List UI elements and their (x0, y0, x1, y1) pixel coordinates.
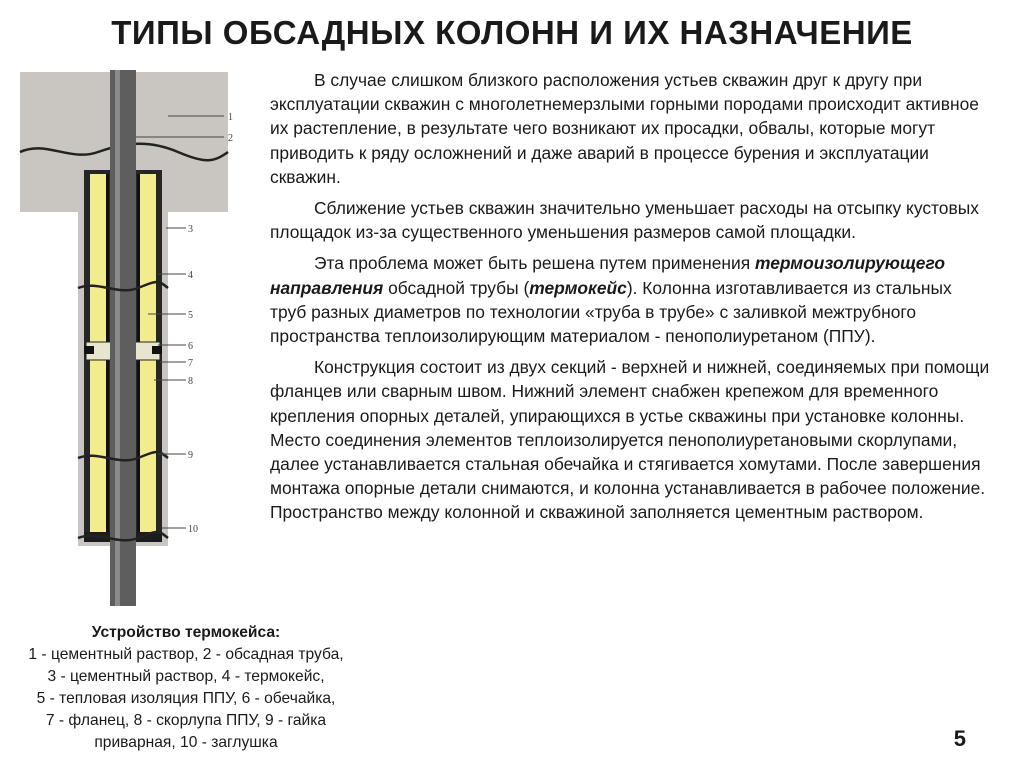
page-number: 5 (953, 726, 966, 751)
casing-pipe-highlight (115, 70, 120, 606)
casing-pipe (110, 70, 136, 606)
callout-9: 9 (188, 450, 193, 461)
callout-1: 1 (228, 112, 233, 123)
callout-4: 4 (188, 270, 193, 281)
paragraph-3-emphasis-thermocase: термокейс (529, 277, 627, 298)
paragraph-3 (270, 251, 992, 348)
caption-title: Устройство термокейса: (91, 624, 281, 641)
paragraph-3-part-e: ). Колонна изготавливается из стальных труб разных диаметров по технологии «труба в трубе» с заливкой межтрубного пространства теплоизолирующим материалом - пенополиуретаном (ППУ). (270, 277, 952, 347)
slide-title: ТИПЫ ОБСАДНЫХ КОЛОНН И ИХ НАЗНАЧЕНИЕ (111, 14, 913, 51)
callout-5: 5 (188, 310, 193, 321)
caption-line-4: 7 - фланец, 8 - скорлупа ППУ, 9 - гайка (45, 712, 327, 729)
caption-line-1: 1 - цементный раствор, 2 - обсадная труба, (28, 646, 344, 663)
paragraph-1: В случае слишком близкого расположения устьев скважин друг к другу при эксплуатации скважин с многолетнемерзлыми горными породами происходит активное их растепление, в результате чего возникают их просадки, обвалы, которые могут приводить к ряду осложнений и даже аварий в процессе бурения и эксплуатации скважин. (270, 70, 979, 187)
caption-line-3: 5 - тепловая изоляция ППУ, 6 - обечайка, (36, 690, 336, 707)
paragraph-3-part-c: обсадной трубы ( (383, 277, 530, 298)
flange-left (84, 346, 94, 354)
callout-10: 10 (188, 524, 198, 535)
paragraph-2: Сближение устьев скважин значительно уменьшает расходы на отсыпку кустовых площадок из-за существенного уменьшения размеров самой площадки. (270, 198, 979, 243)
thermocase-diagram (18, 70, 278, 618)
paragraph-4: Конструкция состоит из двух секций - верхней и нижней, соединяемых при помощи фланцев или сварным швом. Нижний элемент снабжен крепежом для временного крепления опорных деталей, упирающихся в устье скважины при установке колонны. Место соединения элементов теплоизолируется пенополиуретановыми скорлупами, далее устанавливается стальная обечайка и стягивается хомутами. После завершения монтажа опорные детали снимаются, и колонна устанавливается в рабочее положение. Пространство между колонной и скважиной заполняется цементным раствором. (270, 357, 990, 523)
flange-right (152, 346, 162, 354)
callout-7: 7 (188, 358, 193, 369)
caption-line-5: приварная, 10 - заглушка (94, 734, 278, 751)
caption-line-2: 3 - цементный раствор, 4 - термокейс, (47, 668, 325, 685)
figure-caption (0, 622, 372, 754)
callout-2: 2 (228, 133, 233, 144)
callout-6: 6 (188, 341, 193, 352)
callout-3: 3 (188, 224, 193, 235)
body-text (270, 68, 992, 532)
paragraph-3-emphasis-term: термоизолирующего направления (270, 253, 945, 298)
callout-8: 8 (188, 376, 193, 387)
paragraph-3-part-a: Эта проблема может быть решена путем применения (314, 253, 755, 274)
